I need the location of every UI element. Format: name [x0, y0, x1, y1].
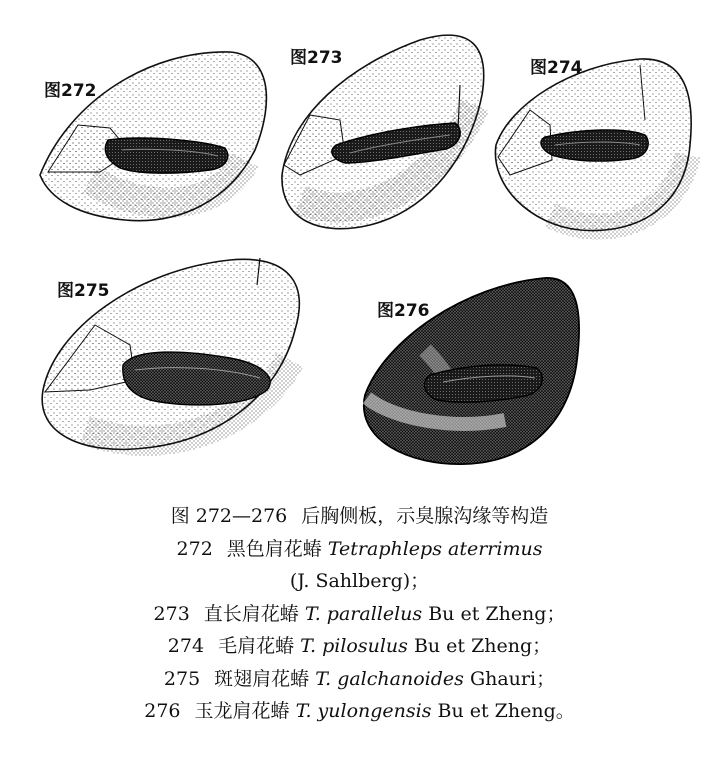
entry-scientific-name: T. pilosulus	[300, 635, 408, 657]
figure-272-drawing	[30, 40, 280, 230]
entry-chinese-name: 斑翅肩花蝽	[214, 667, 310, 690]
entry-scientific-name: T. galchanoides	[315, 667, 464, 690]
figure-274-label: 图274	[530, 58, 583, 78]
entry-num: 276	[144, 700, 181, 722]
caption-entry-274	[0, 630, 719, 663]
figure-276-label: 图276	[377, 301, 430, 321]
caption-entry-275	[0, 663, 719, 696]
caption-entry-272	[0, 533, 719, 566]
entry-chinese-name: 直长肩花蝽	[203, 602, 299, 625]
entry-num: 272	[176, 537, 213, 560]
entry-author: (J. Sahlberg)；	[289, 570, 430, 592]
caption-entry-276	[0, 695, 719, 728]
figure-275	[35, 250, 310, 460]
caption-title-text: 后胸侧板，示臭腺沟缘等构造	[301, 505, 549, 527]
figure-272-label: 图272	[44, 81, 97, 101]
figure-274-drawing	[490, 45, 705, 245]
figure-273	[270, 25, 495, 250]
figure-272	[30, 40, 280, 230]
entry-num: 274	[167, 635, 205, 657]
entry-author: Bu et Zheng。	[437, 700, 575, 722]
caption-title-num: 图 272—276	[170, 505, 288, 527]
figure-caption	[0, 500, 719, 728]
entry-num: 275	[163, 667, 201, 690]
entry-chinese-name: 毛肩花蝽	[218, 635, 295, 657]
figure-275-label: 图275	[57, 281, 110, 301]
caption-title	[0, 500, 719, 533]
caption-entry-273	[0, 598, 719, 631]
entry-chinese-name: 玉龙肩花蝽	[194, 700, 290, 722]
caption-entry-272-author	[0, 565, 719, 598]
entry-author: Ghauri；	[469, 667, 556, 690]
entry-scientific-name: T. parallelus	[304, 602, 423, 625]
entry-chinese-name: 黑色肩花蝽	[226, 537, 322, 560]
figure-274	[490, 45, 705, 245]
figure-273-label: 图273	[290, 48, 343, 68]
entry-num: 273	[153, 602, 190, 625]
entry-author: Bu et Zheng；	[428, 602, 566, 625]
entry-scientific-name: T. yulongensis	[295, 700, 432, 722]
figure-276	[355, 270, 585, 470]
entry-author: Bu et Zheng；	[413, 635, 552, 657]
entry-scientific-name: Tetraphleps aterrimus	[327, 537, 543, 560]
